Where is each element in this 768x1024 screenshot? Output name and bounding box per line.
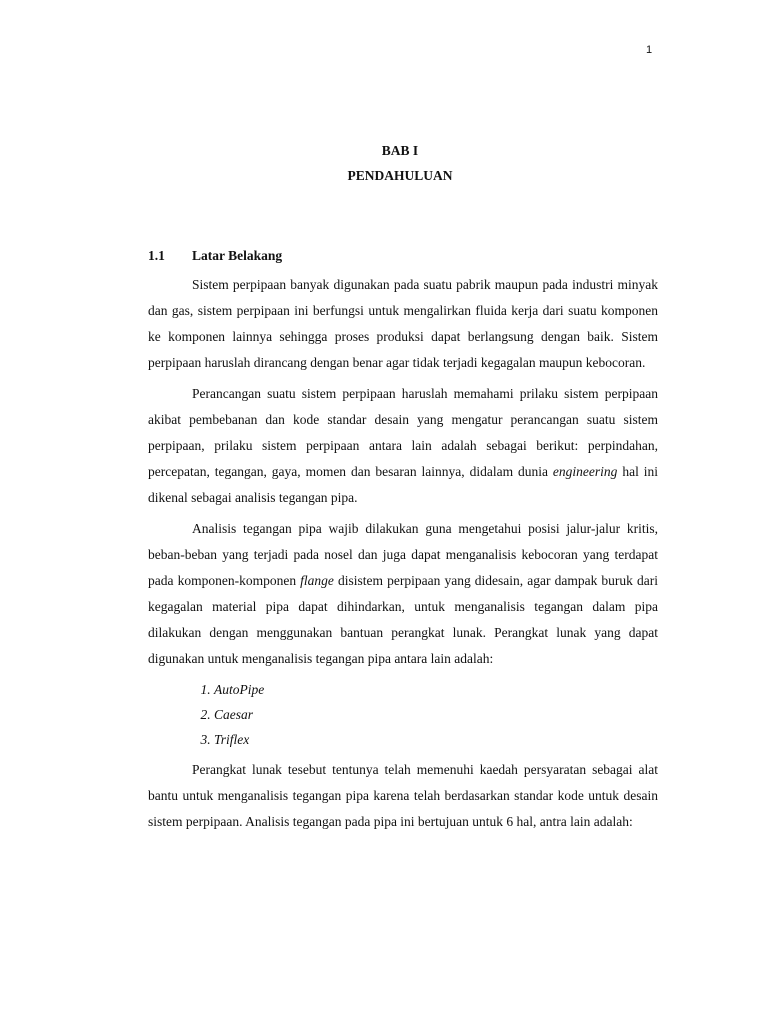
paragraph-2-text-b: hal ini dikenal sebagai analisis tegangan pipa. xyxy=(148,464,658,505)
paragraph-2-emphasis: engineering xyxy=(552,464,618,479)
body-text xyxy=(148,272,658,840)
paragraph-3 xyxy=(148,516,658,672)
chapter-heading xyxy=(0,138,768,188)
list-item: 2. Caesar xyxy=(214,702,658,727)
paragraph-3-emphasis: flange xyxy=(300,573,334,588)
paragraph-2-text-a: Perancangan suatu sistem perpipaan haruslah memahami prilaku sistem perpipaan akibat pembebanan dan kode standar desain yang mengatur perancangan suatu sistem perpipaan, prilaku sistem perpipaan antara lain adalah sebagai berikut: perpindahan, percepatan, tegangan, gaya, momen dan besaran lainnya, didalam dunia xyxy=(148,386,658,479)
paragraph-1: Sistem perpipaan banyak digunakan pada suatu pabrik maupun pada industri minyak dan gas, sistem perpipaan ini berfungsi untuk mengalirkan fluida kerja dari suatu komponen ke komponen lainnya sehingga proses produksi dapat berlangsung dengan baik. Sistem perpipaan haruslah dirancang dengan benar agar tidak terjadi kegagalan maupun kebocoran. xyxy=(148,277,658,370)
paragraph-3-text-b: disistem perpipaan yang didesain, agar dampak buruk dari kegagalan material pipa dapat dihindarkan, untuk menganalisis tegangan dalam pipa dilakukan dengan menggunakan bantuan perangkat lunak. Perangkat lunak yang dapat digunakan untuk menganalisis tegangan pipa antara lain adalah: xyxy=(148,573,659,666)
paragraph-3-text-a: Analisis tegangan pipa wajib dilakukan guna mengetahui posisi jalur-jalur kritis, beban-beban yang terjadi pada nosel dan juga dapat menganalisis kebocoran yang terdapat pada komponen-komponen xyxy=(148,521,658,588)
section-number: 1.1 xyxy=(148,248,165,263)
section-heading xyxy=(148,243,282,268)
paragraph-4: Perangkat lunak tesebut tentunya telah memenuhi kaedah persyaratan sebagai alat bantu untuk menganalisis tegangan pipa karena telah berdasarkan standar kode untuk desain sistem perpipaan. Analisis tegangan pada pipa ini bertujuan untuk 6 hal, antra lain adalah: xyxy=(148,762,658,829)
chapter-title: PENDAHULUAN xyxy=(347,168,453,183)
chapter-label: BAB I xyxy=(381,143,419,158)
software-list xyxy=(148,677,658,752)
section-title: Latar Belakang xyxy=(192,248,283,263)
page-number: 1 xyxy=(646,44,653,56)
list-item: 1. AutoPipe xyxy=(214,677,658,702)
paragraph-2 xyxy=(148,381,658,511)
list-item: 3. Triflex xyxy=(214,727,658,752)
